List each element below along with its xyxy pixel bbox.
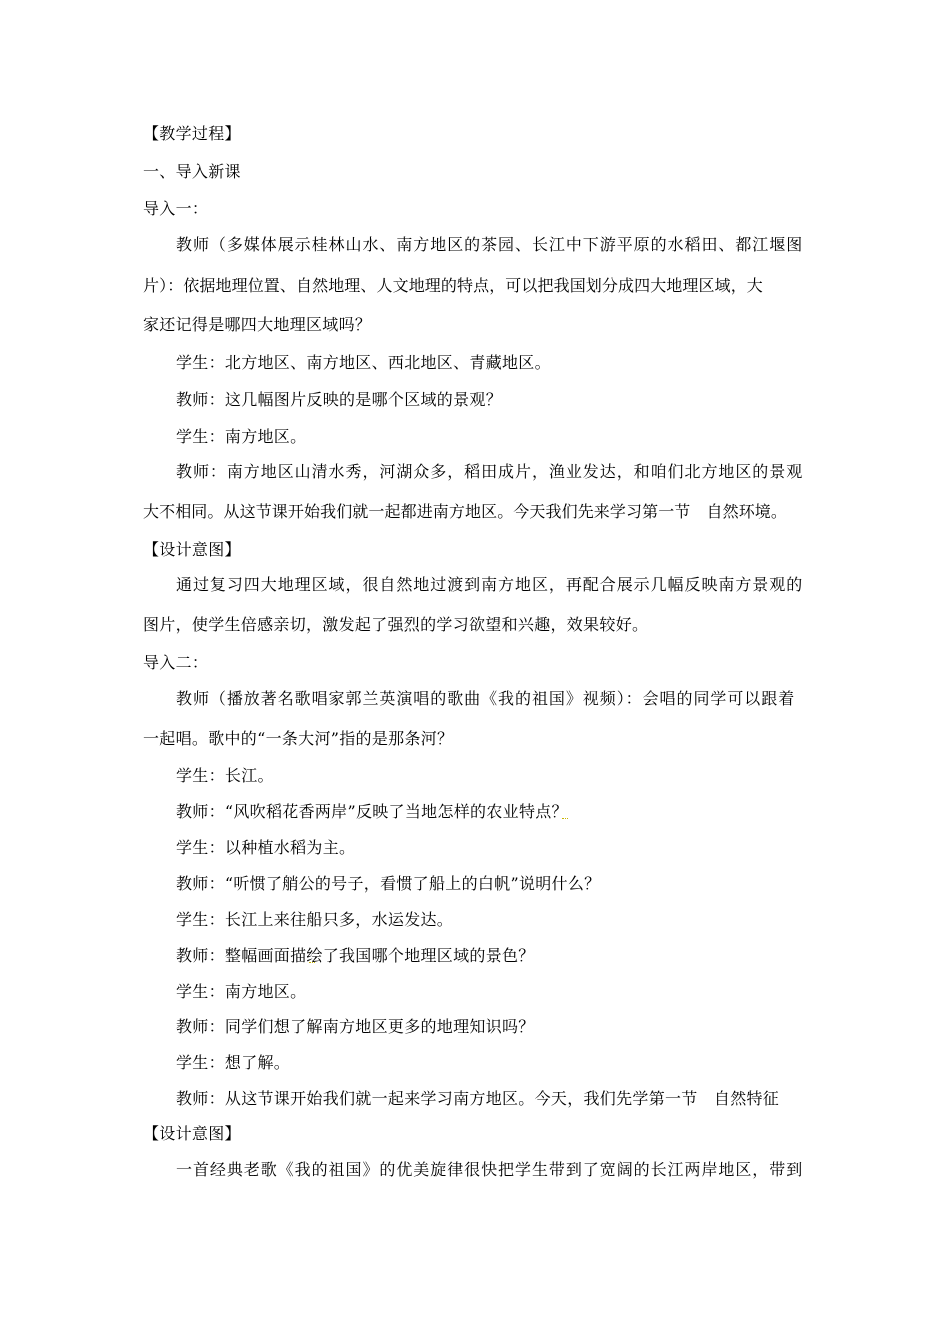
paragraph-line: 一首经典老歌《我的祖国》的优美旋律很快把学生带到了宽阔的长江两岸地区，带到 <box>176 1160 804 1179</box>
paragraph-line: 大不相同。从这节课开始我们就一起都进南方地区。今天我们先来学习第一节 自然环境。 <box>143 502 788 521</box>
dialogue-line: 教师：从这节课开始我们就一起来学习南方地区。今天，我们先学第一节 自然特征 <box>176 1089 780 1108</box>
dialogue-line: 教师：同学们想了解南方地区更多的地理知识吗？ <box>176 1017 535 1036</box>
design-intent-heading: 【设计意图】 <box>143 1124 241 1143</box>
dialogue-line: 学生：长江上来往船只多，水运发达。 <box>176 910 454 929</box>
dialogue-line: 教师：整幅画面描绘了我国哪个地理区域的景色？ <box>176 946 535 965</box>
subheading-introduction: 一、导入新课 <box>143 162 241 181</box>
annotation-mark <box>562 814 568 819</box>
design-intent-heading: 【设计意图】 <box>143 540 241 559</box>
dialogue-line: 学生：长江。 <box>176 766 274 785</box>
section-heading-teaching-process: 【教学过程】 <box>143 124 241 143</box>
dialogue-line: 学生：想了解。 <box>176 1053 291 1072</box>
paragraph-line: 片）：依据地理位置、自然地理、人文地理的特点，可以把我国划分成四大地理区域，大 <box>143 276 763 295</box>
subheading-intro-one: 导入一： <box>143 199 209 218</box>
paragraph-line: 图片，使学生倍感亲切，激发起了强烈的学习欲望和兴趣，效果较好。 <box>143 615 649 634</box>
paragraph-line: 教师（多媒体展示桂林山水、南方地区的茶园、长江中下游平原的水稻田、都江堰图 <box>176 235 804 254</box>
dialogue-line: 学生：北方地区、南方地区、西北地区、青藏地区。 <box>176 353 551 372</box>
dialogue-line: 教师：“风吹稻花香两岸”反映了当地怎样的农业特点？ <box>176 802 568 821</box>
dialogue-line: 学生：以种植水稻为主。 <box>176 838 356 857</box>
annotation-mark <box>309 958 315 963</box>
dialogue-line: 教师：“听惯了艄公的号子，看惯了船上的白帆”说明什么？ <box>176 874 601 893</box>
paragraph-line: 通过复习四大地理区域，很自然地过渡到南方地区，再配合展示几幅反映南方景观的 <box>176 575 804 594</box>
subheading-intro-two: 导入二： <box>143 653 209 672</box>
paragraph-line: 教师（播放著名歌唱家郭兰英演唱的歌曲《我的祖国》视频）：会唱的同学可以跟着 <box>176 689 796 708</box>
paragraph-line: 家还记得是哪四大地理区域吗？ <box>143 315 372 334</box>
paragraph-line: 教师：南方地区山清水秀，河湖众多，稻田成片，渔业发达，和咱们北方地区的景观 <box>176 462 804 481</box>
dialogue-line: 学生：南方地区。 <box>176 982 307 1001</box>
dialogue-line: 学生：南方地区。 <box>176 427 307 446</box>
dialogue-line: 教师：这几幅图片反映的是哪个区域的景观？ <box>176 390 503 409</box>
paragraph-line: 一起唱。歌中的“一条大河”指的是那条河？ <box>143 729 454 748</box>
